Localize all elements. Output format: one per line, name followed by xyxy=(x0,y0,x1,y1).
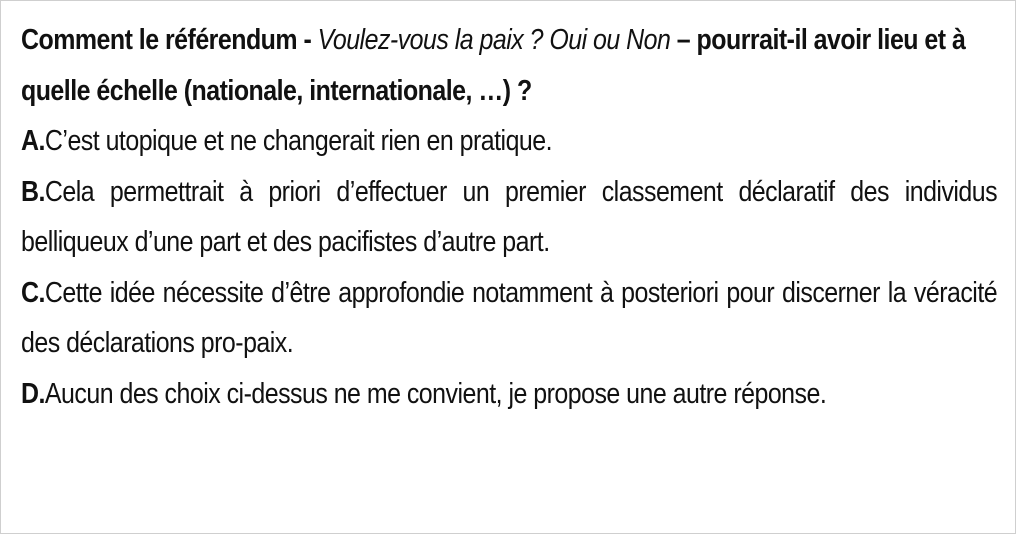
question-italic: Voulez-vous la paix ? Oui ou Non xyxy=(317,24,671,56)
question-post: – pourrait-il avoir lieu et à quelle échelle (nationale, internationale, …) ? xyxy=(21,24,966,107)
option-a-text: C’est utopique et ne changerait rien en pratique. xyxy=(44,125,553,157)
option-a[interactable] xyxy=(21,116,997,167)
option-a-letter: A. xyxy=(21,125,45,157)
question-content xyxy=(21,15,997,419)
option-b-letter: B. xyxy=(21,175,45,208)
option-d-text: Aucun des choix ci-dessus ne me convient, je propose une autre réponse. xyxy=(44,377,827,410)
option-b[interactable] xyxy=(21,167,997,268)
question-text xyxy=(21,15,997,116)
option-b-text: Cela permettrait à priori d’effectuer un premier classement déclaratif des individus belliqueux d’une part et des pacifistes d’autre part. xyxy=(21,175,998,258)
option-c-text: Cette idée nécessite d’être approfondie notamment à posteriori pour discerner la véracité des déclarations pro-paix. xyxy=(21,276,998,359)
option-c[interactable] xyxy=(21,268,997,369)
option-d[interactable] xyxy=(21,369,997,420)
option-c-letter: C. xyxy=(21,276,45,309)
option-d-letter: D. xyxy=(21,377,45,410)
question-pre: Comment le référendum - xyxy=(21,24,318,56)
